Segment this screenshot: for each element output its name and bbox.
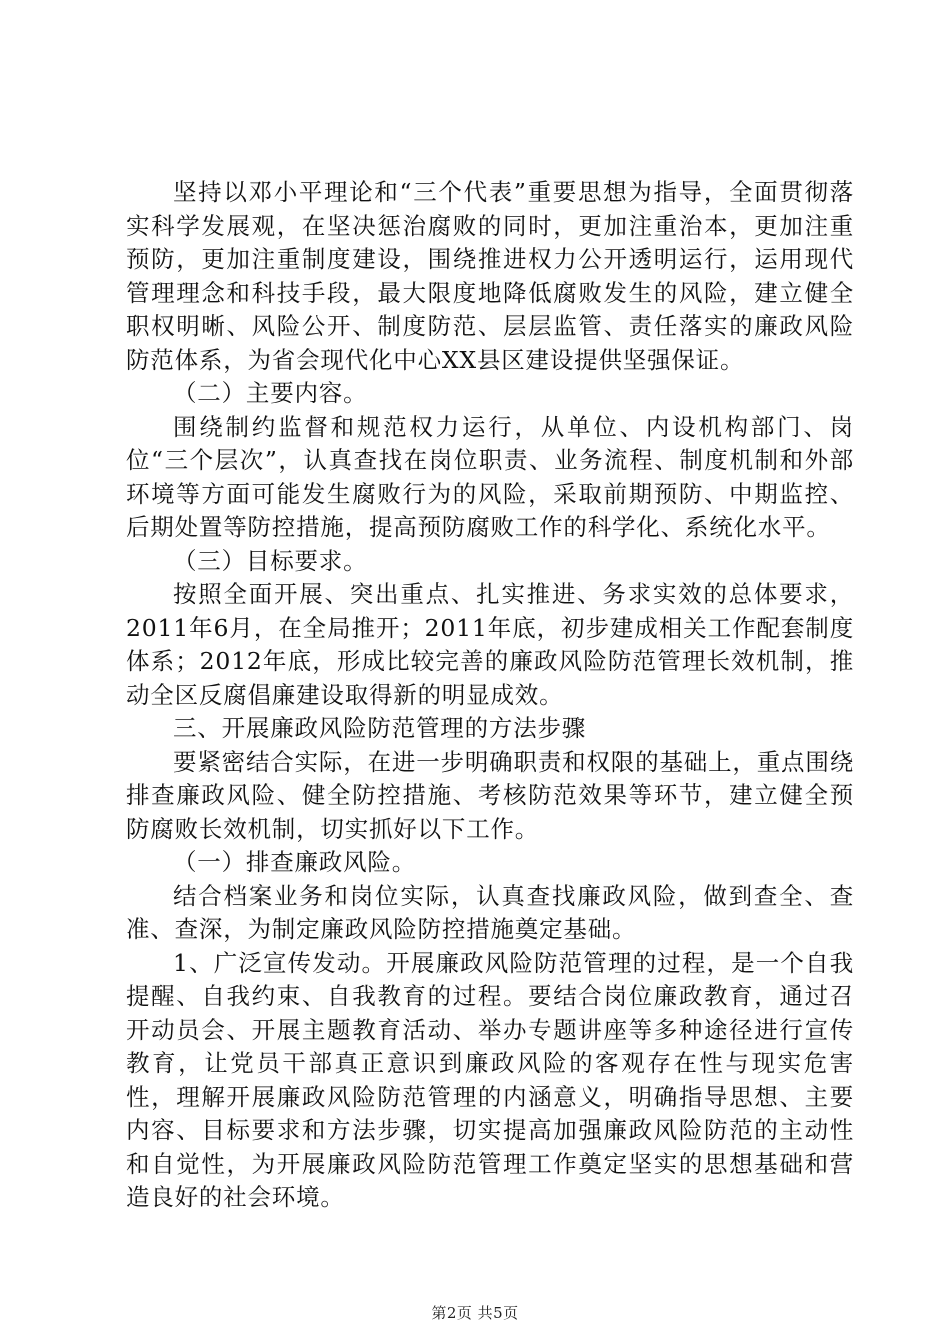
- paragraph-methods-steps: 要紧密结合实际，在进一步明确职责和权限的基础上，重点围绕排查廉政风险、健全防控措施、考核防范效果等环节，建立健全预防腐败长效机制，切实抓好以下工作。: [126, 747, 854, 843]
- heading-target-requirements: （三）目标要求。: [173, 546, 368, 575]
- paragraph-risk-screening: 结合档案业务和岗位实际，认真查找廉政风险，做到查全、查准、查深，为制定廉政风险防控措施奠定基础。: [126, 881, 854, 943]
- heading-risk-screening: （一）排查廉政风险。: [173, 848, 416, 876]
- page-number-footer: 第2页 共5页: [431, 1304, 519, 1322]
- paragraph-guiding-principle: 坚持以邓小平理论和“三个代表”重要思想为指导，全面贯彻落实科学发展观，在坚决惩治腐败的同时，更加注重治本，更加注重预防，更加注重制度建设，围绕推进权力公开透明运行，运用现代管理理念和科技手段，最大限度地降低腐败发生的风险，建立健全职权明晰、风险公开、制度防范、层层监管、责任落实的廉政风险防范体系，为省会现代化中心XX县区建设提供坚强保证。: [126, 178, 854, 374]
- document-body: [126, 176, 854, 1215]
- heading-main-content: （二）主要内容。: [173, 379, 368, 407]
- paragraph-target-requirements: 按照全面开展、突出重点、扎实推进、务求实效的总体要求，2011年6月，在全局推开；2011年底，初步建成相关工作配套制度体系；2012年底，形成比较完善的廉政风险防范管理长效机制，推动全区反腐倡廉建设取得新的明显成效。: [126, 580, 854, 709]
- paragraph-publicity-mobilization: 1、广泛宣传发动。开展廉政风险防范管理的过程，是一个自我提醒、自我约束、自我教育的过程。要结合岗位廉政教育，通过召开动员会、开展主题教育活动、举办专题讲座等多种途径进行宣传教育，让党员干部真正意识到廉政风险的客观存在性与现实危害性，理解开展廉政风险防范管理的内涵意义，明确指导思想、主要内容、目标要求和方法步骤，切实提高加强廉政风险防范的主动性和自觉性，为开展廉政风险防范管理工作奠定坚实的思想基础和营造良好的社会环境。: [126, 948, 854, 1211]
- heading-methods-steps: 三、开展廉政风险防范管理的方法步骤: [173, 714, 587, 742]
- paragraph-main-content: 围绕制约监督和规范权力运行，从单位、内设机构部门、岗位“三个层次”，认真查找在岗位职责、业务流程、制度机制和外部环境等方面可能发生腐败行为的风险，采取前期预防、中期监控、后期处置等防控措施，提高预防腐败工作的科学化、系统化水平。: [126, 412, 854, 541]
